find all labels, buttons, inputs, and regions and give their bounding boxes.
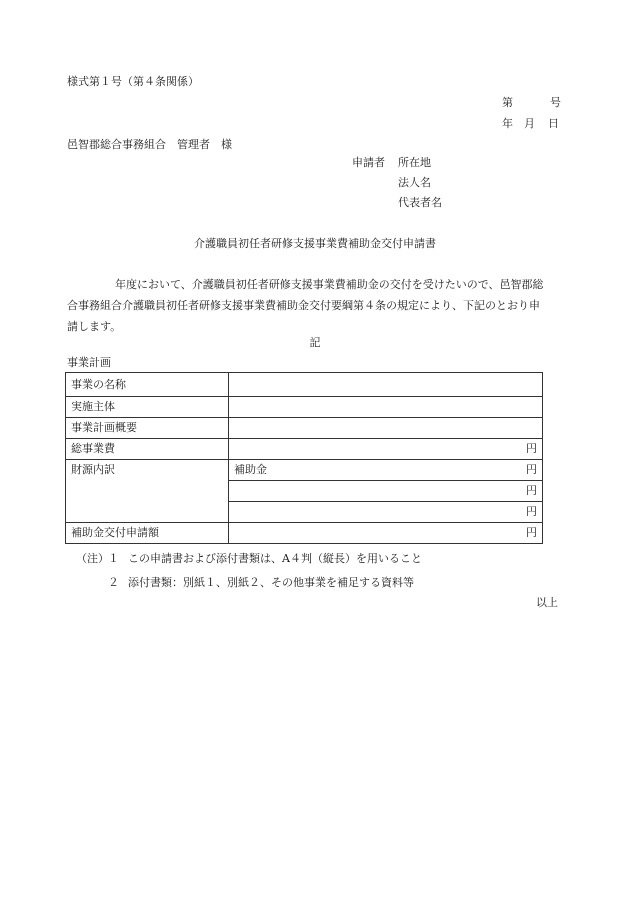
table-row: [66, 397, 543, 418]
total-cost-field[interactable]: [229, 439, 543, 460]
overview-field[interactable]: [229, 418, 543, 439]
yen-unit: 円: [526, 463, 537, 476]
subsidy-label: 補助金: [234, 463, 267, 476]
funding-breakdown-label: 財源内訳: [66, 460, 229, 523]
applicant-address-label: 所在地: [398, 156, 431, 169]
table-row: [66, 439, 543, 460]
project-name-label: 事業の名称: [66, 373, 229, 397]
document-title: 介護職員初任者研修支援事業費補助金交付申請書: [194, 237, 436, 250]
body-text: 年度において、介護職員初任者研修支援事業費補助金の交付を受けたいので、邑智郡総合事務組合介護職員初任者研修支援事業費補助金交付要綱第４条の規定により、下記のとおり申請します。: [67, 278, 544, 333]
end-mark: 以上: [536, 596, 558, 609]
doc-number-dai: 第: [502, 96, 513, 109]
document-number-line: [502, 96, 561, 110]
implementer-field[interactable]: [229, 397, 543, 418]
plan-table: [65, 372, 543, 544]
funding-source-2-field[interactable]: [229, 481, 543, 502]
doc-number-go: 号: [550, 96, 561, 109]
date-day: 日: [548, 117, 559, 130]
note-text: この申請書および添付書類は、A４判（縦長）を用いること: [128, 552, 422, 565]
date-month: 月: [524, 117, 535, 130]
yen-unit: 円: [526, 526, 537, 539]
yen-unit: 円: [526, 442, 537, 455]
overview-label: 事業計画概要: [66, 418, 229, 439]
total-cost-label: 総事業費: [66, 439, 229, 460]
table-row: [66, 418, 543, 439]
plan-label: 事業計画: [67, 356, 111, 369]
subsidy-field[interactable]: [229, 460, 543, 481]
applicant-block: [352, 156, 442, 216]
notes: [76, 552, 422, 600]
implementer-label: 実施主体: [66, 397, 229, 418]
applicant-corp-name-label: 法人名: [398, 176, 431, 189]
form-number: 様式第１号（第４条関係）: [67, 75, 199, 88]
yen-unit: 円: [526, 505, 537, 518]
date-line: [502, 117, 559, 131]
note-number: １: [108, 552, 119, 565]
table-row: [66, 523, 543, 544]
note-item: [76, 552, 422, 576]
requested-amount-field[interactable]: [229, 523, 543, 544]
applicant-representative-label: 代表者名: [398, 196, 442, 209]
table-row: [66, 373, 543, 397]
date-year: 年: [502, 117, 513, 130]
applicant-label: 申請者: [352, 156, 385, 169]
requested-amount-label: 補助金交付申請額: [66, 523, 229, 544]
note-item: [76, 576, 422, 600]
yen-unit: 円: [526, 484, 537, 497]
addressee: 邑智郡総合事務組合 管理者 様: [67, 138, 232, 151]
note-text: 添付書類：別紙１、別紙２、その他事業を補足する資料等: [128, 576, 414, 589]
funding-source-3-field[interactable]: [229, 502, 543, 523]
project-name-field[interactable]: [229, 373, 543, 397]
note-mark: （注）: [76, 552, 109, 565]
ki-heading: 記: [309, 336, 321, 349]
note-number: ２: [108, 576, 119, 589]
table-row: [66, 460, 543, 481]
